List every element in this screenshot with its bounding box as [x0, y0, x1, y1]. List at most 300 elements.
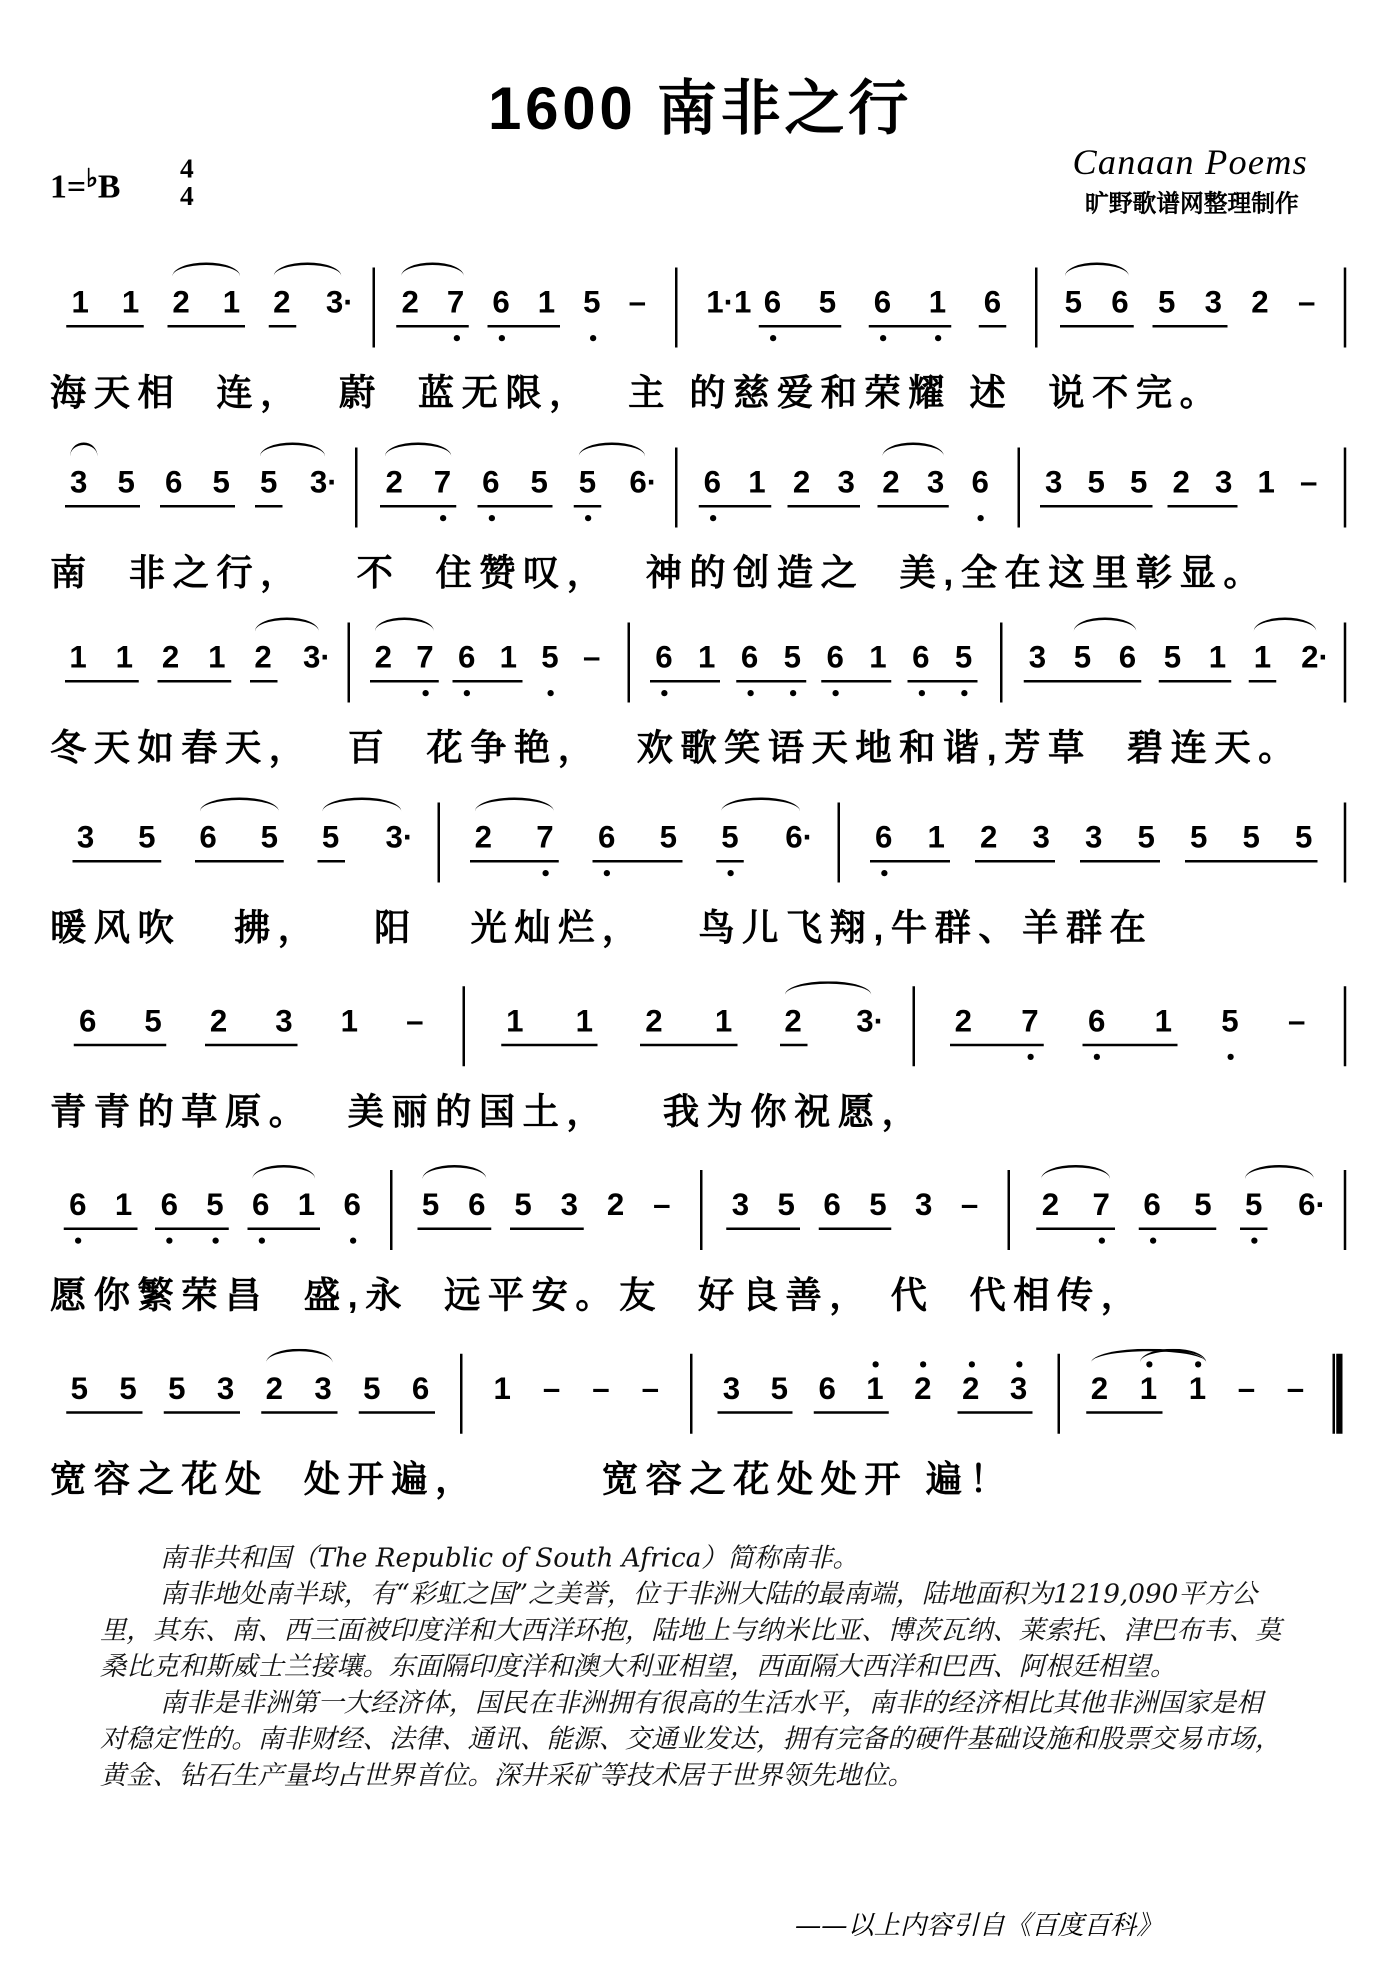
measure — [453, 793, 823, 861]
dash-extension: – — [1237, 1371, 1256, 1407]
jianpu-note: 2 — [792, 465, 811, 500]
jianpu-note: 3· — [309, 465, 338, 500]
eighth-underline — [870, 860, 950, 863]
jianpu-note: 6 — [983, 285, 1002, 320]
slur-arc — [721, 798, 800, 826]
jianpu-note: 1 — [1208, 640, 1227, 675]
measure — [1033, 438, 1331, 506]
measure — [1015, 613, 1330, 681]
jianpu-note: 5 — [260, 465, 278, 500]
jianpu-note: 3 — [915, 1187, 933, 1223]
jianpu-note: 5 — [1295, 820, 1313, 855]
jianpu-note: 5 — [1194, 1187, 1212, 1223]
low-octave-dot — [1028, 1054, 1034, 1060]
jianpu-note: 1 — [506, 1003, 524, 1039]
jianpu-note: 6 — [823, 1187, 841, 1223]
jianpu-note: 5 — [954, 640, 973, 675]
dash-extension: – — [542, 1371, 561, 1407]
eighth-underline — [358, 1411, 434, 1414]
score-row — [0, 258, 1400, 421]
jianpu-note: 3· — [302, 640, 331, 675]
jianpu-note: 2 — [254, 640, 272, 675]
jianpu-note: 3 — [1032, 820, 1050, 855]
eighth-underline — [74, 1044, 167, 1047]
jianpu-note: 2 — [645, 1003, 663, 1039]
jianpu-note: 3 — [1085, 820, 1103, 855]
bar-line — [690, 1354, 693, 1434]
bar-line — [390, 1170, 393, 1250]
jianpu-note: 6 — [875, 820, 893, 855]
bar-line — [1000, 623, 1003, 703]
jianpu-note: 2 — [962, 1371, 980, 1407]
brand-logo-text: Canaan Poems — [1072, 142, 1309, 183]
eighth-underline — [1037, 1228, 1115, 1231]
low-octave-dot — [350, 1238, 356, 1244]
jianpu-note: 6 — [160, 1187, 178, 1223]
jianpu-note: 5 — [70, 1371, 89, 1407]
slur-arc — [273, 263, 341, 291]
jianpu-note: 3 — [1009, 1371, 1028, 1407]
eighth-underline — [1060, 325, 1134, 328]
eighth-underline — [501, 1044, 598, 1047]
bar-line — [1344, 623, 1347, 703]
dash-extension: – — [1287, 1003, 1306, 1039]
jianpu-note: 5 — [1073, 640, 1092, 675]
jianpu-note: 6 — [597, 820, 616, 855]
jianpu-note: 5 — [869, 1187, 887, 1223]
jianpu-note: 3· — [325, 285, 354, 320]
jianpu-note: 6 — [199, 820, 217, 855]
low-octave-dot — [710, 515, 716, 521]
jianpu-note: 6 — [79, 1003, 97, 1039]
jianpu-note: 6 — [971, 465, 989, 500]
low-octave-dot — [1150, 1238, 1156, 1244]
score-row — [0, 438, 1400, 601]
jianpu-note: 2 — [606, 1187, 625, 1223]
jianpu-note: 3 — [731, 1187, 750, 1223]
jianpu-note: 1 — [575, 1003, 594, 1039]
eighth-underline — [779, 1044, 807, 1047]
eighth-underline — [718, 1411, 793, 1414]
eighth-underline — [1168, 505, 1238, 508]
jianpu-note: 1 — [537, 285, 556, 320]
jianpu-note: 6 — [763, 285, 782, 320]
bar-line — [438, 803, 441, 883]
bar-line — [1344, 803, 1347, 883]
high-octave-dot — [968, 1361, 974, 1367]
jianpu-note: 6 — [1118, 640, 1137, 675]
measure — [55, 976, 448, 1044]
jianpu-note: 2 — [980, 820, 998, 855]
dash-extension: – — [582, 640, 601, 675]
score-row — [0, 793, 1400, 956]
slur-arc — [784, 981, 871, 1009]
lyric-line: 暖风吹 拂， 阳 光灿烂， 鸟儿飞翔,牛群、羊群在 — [50, 908, 1154, 949]
eighth-underline — [975, 860, 1055, 863]
jianpu-note: 1 — [1188, 1371, 1207, 1407]
jianpu-note: 6 — [1087, 1003, 1106, 1039]
eighth-underline — [759, 325, 842, 328]
eighth-underline — [157, 680, 231, 683]
low-octave-dot — [961, 690, 967, 696]
low-octave-dot — [488, 515, 494, 521]
eighth-underline — [509, 1228, 583, 1231]
key-signature — [50, 163, 120, 207]
jianpu-note: 1 — [1253, 640, 1272, 675]
measure — [55, 438, 340, 506]
jianpu-note: 5 — [168, 1371, 186, 1407]
jianpu-note: 3 — [560, 1187, 579, 1223]
jianpu-note: 1 — [698, 640, 716, 675]
eighth-underline — [950, 1044, 1044, 1047]
jianpu-note: 6 — [1111, 285, 1129, 320]
jianpu-note: 3 — [1028, 640, 1047, 675]
dash-extension: – — [641, 1371, 660, 1407]
measure — [1050, 258, 1330, 326]
eighth-underline — [907, 680, 977, 683]
bar-line — [1058, 1354, 1061, 1434]
jianpu-note: 5 — [721, 820, 739, 855]
measure — [1075, 1344, 1320, 1412]
measure — [478, 1344, 676, 1412]
slur-arc — [252, 1165, 315, 1193]
eighth-underline — [813, 1411, 888, 1414]
measure — [388, 258, 661, 326]
jianpu-note: 5 — [1137, 820, 1155, 855]
jianpu-note: 2 — [172, 285, 190, 320]
dash-extension: – — [653, 1187, 671, 1223]
jianpu-note: 1 — [208, 640, 226, 675]
eighth-underline — [470, 860, 559, 863]
measure — [708, 1344, 1043, 1412]
jianpu-note: 6 — [69, 1187, 87, 1223]
slur-arc — [260, 443, 325, 471]
eighth-underline — [66, 325, 144, 328]
eighth-underline — [64, 680, 138, 683]
low-octave-dot — [167, 1238, 173, 1244]
jianpu-note: 5 — [818, 285, 837, 320]
jianpu-note: 6 — [468, 1187, 486, 1223]
jianpu-note: 6 — [826, 640, 844, 675]
jianpu-note: 1 — [340, 1003, 359, 1039]
bar-line — [913, 986, 916, 1066]
eighth-underline — [650, 680, 720, 683]
bar-line — [373, 268, 376, 348]
bar-line — [348, 623, 351, 703]
jianpu-note: 1 — [1139, 1371, 1158, 1407]
jianpu-note: 2 — [273, 285, 291, 320]
lyric-line: 宽容之花处 处开遍， 宽容之花处处开 遍！ — [50, 1460, 1014, 1500]
low-octave-dot — [790, 690, 796, 696]
jianpu-note: 5 — [206, 1187, 224, 1223]
low-octave-dot — [213, 1238, 219, 1244]
jianpu-note: 3 — [1204, 285, 1223, 320]
jianpu-note: 1·1 — [706, 285, 752, 320]
jianpu-note: 6 — [1143, 1187, 1161, 1223]
eighth-underline — [156, 1228, 229, 1231]
jianpu-note: 2 — [474, 820, 493, 855]
jianpu-note: 2 — [385, 465, 403, 500]
high-octave-dot — [873, 1361, 879, 1367]
eighth-underline — [261, 1411, 337, 1414]
bar-line — [1018, 448, 1021, 528]
jianpu-note: 6· — [629, 465, 658, 500]
jianpu-note: 1 — [222, 285, 241, 320]
jianpu-note: 6 — [252, 1187, 270, 1223]
jianpu-note: 2· — [1301, 640, 1329, 675]
bar-line — [463, 986, 466, 1066]
jianpu-note: 6 — [411, 1371, 430, 1407]
low-octave-dot — [918, 690, 924, 696]
jianpu-note: 2 — [401, 285, 419, 320]
eighth-underline — [736, 680, 806, 683]
measure — [55, 793, 423, 861]
eighth-underline — [699, 505, 771, 508]
jianpu-note: 1 — [297, 1187, 316, 1223]
measure — [55, 258, 358, 326]
jianpu-note: 3 — [76, 820, 95, 855]
bar-line — [628, 623, 631, 703]
jianpu-note: 1 — [499, 640, 518, 675]
time-signature-bottom: 4 — [180, 180, 194, 212]
measure — [370, 438, 660, 506]
jianpu-note: 6 — [482, 465, 500, 500]
jianpu-note: 5 — [1157, 285, 1176, 320]
measure — [858, 793, 1331, 861]
lyric-line: 南 非之行， 不 住赞叹， 神的创造之 美,全在这里彰显。 — [50, 553, 1268, 594]
slur-arc — [401, 263, 464, 291]
low-octave-dot — [585, 515, 591, 521]
eighth-underline — [1086, 1411, 1162, 1414]
eighth-underline — [869, 325, 952, 328]
slur-arc — [475, 798, 554, 826]
jianpu-note: 1 — [714, 1003, 733, 1039]
jianpu-note: 6· — [1298, 1187, 1326, 1223]
eighth-underline — [205, 1044, 298, 1047]
jianpu-note: 6 — [655, 640, 673, 675]
jianpu-note: 6 — [818, 1371, 836, 1407]
jianpu-note: 1 — [493, 1371, 511, 1407]
bar-line — [1344, 448, 1347, 528]
eighth-underline — [1159, 680, 1232, 683]
bar-line — [355, 448, 358, 528]
jianpu-note: 3 — [216, 1371, 235, 1407]
jianpu-note: 5 — [659, 820, 678, 855]
low-octave-dot — [589, 335, 595, 341]
eighth-underline — [788, 505, 860, 508]
low-octave-dot — [453, 335, 459, 341]
low-octave-dot — [661, 690, 667, 696]
low-octave-dot — [75, 1238, 81, 1244]
dash-extension: – — [592, 1371, 610, 1407]
low-octave-dot — [440, 515, 446, 521]
score-row — [0, 1344, 1400, 1507]
jianpu-note: 5 — [583, 285, 601, 320]
jianpu-note: 6 — [740, 640, 759, 675]
dash-extension: – — [628, 285, 646, 320]
jianpu-note: 1 — [1154, 1003, 1173, 1039]
low-octave-dot — [258, 1238, 264, 1244]
jianpu-note: 5 — [260, 820, 279, 855]
eighth-underline — [877, 505, 949, 508]
bar-line — [838, 803, 841, 883]
eighth-underline — [163, 1411, 239, 1414]
time-signature — [180, 152, 194, 212]
jianpu-note: 2 — [1251, 285, 1269, 320]
lyric-line: 愿你繁荣昌 盛,永 远平安。友 好良善， 代 代相传， — [50, 1276, 1145, 1317]
low-octave-dot — [499, 335, 505, 341]
bar-line — [1344, 268, 1347, 348]
low-octave-dot — [543, 870, 549, 876]
jianpu-note: 7 — [446, 285, 465, 320]
eighth-underline — [167, 325, 245, 328]
intro-text — [100, 1540, 1288, 1794]
eighth-underline — [268, 325, 296, 328]
jianpu-note: 5 — [1190, 820, 1208, 855]
score-row — [0, 613, 1400, 776]
eighth-underline — [716, 860, 744, 863]
jianpu-note: 5 — [421, 1187, 440, 1223]
jianpu-note: 3 — [1045, 465, 1063, 500]
jianpu-note: 1 — [927, 820, 945, 855]
jianpu-note: 5 — [777, 1187, 795, 1223]
high-octave-dot — [1146, 1361, 1152, 1367]
jianpu-note: 1 — [114, 1187, 133, 1223]
jianpu-note: 5 — [1064, 285, 1083, 320]
jianpu-note: 5 — [514, 1187, 532, 1223]
jianpu-note: 2 — [161, 640, 180, 675]
measure — [690, 258, 1020, 326]
final-double-bar — [1333, 1354, 1343, 1434]
jianpu-note: 1 — [928, 285, 947, 320]
low-octave-dot — [423, 690, 429, 696]
eighth-underline — [1040, 505, 1153, 508]
bar-line — [1344, 986, 1347, 1066]
dash-extension: – — [1297, 285, 1316, 320]
slur-arc — [375, 618, 434, 646]
intro-paragraph: 南非共和国（The Republic of South Africa）简称南非。 — [160, 1542, 859, 1573]
jianpu-note: 7 — [416, 640, 434, 675]
eighth-underline — [380, 505, 456, 508]
measure — [1025, 1160, 1330, 1228]
jianpu-note: 5 — [138, 820, 156, 855]
low-octave-dot — [978, 515, 984, 521]
eighth-underline — [1240, 1228, 1268, 1231]
jianpu-note: 2 — [374, 640, 393, 675]
eighth-underline — [396, 325, 469, 328]
jianpu-note: 2 — [784, 1003, 802, 1039]
jianpu-note: 5 — [119, 1371, 137, 1407]
measure — [480, 976, 898, 1044]
jianpu-note: 6 — [912, 640, 930, 675]
jianpu-note: 6 — [343, 1187, 361, 1223]
jianpu-note: 6 — [165, 465, 183, 500]
measure — [55, 613, 333, 681]
high-octave-dot — [920, 1361, 926, 1367]
jianpu-note: 3· — [856, 1003, 885, 1039]
eighth-underline — [1185, 860, 1318, 863]
eighth-underline — [1080, 860, 1160, 863]
slur-arc — [172, 263, 240, 291]
jianpu-note: 5 — [212, 465, 230, 500]
slur-arc — [579, 443, 645, 471]
jianpu-note: 2 — [209, 1003, 228, 1039]
eighth-underline — [574, 505, 602, 508]
eighth-underline — [317, 860, 345, 863]
lyric-line: 海天相 连， 蔚 蓝无限， 主 的慈爱和荣耀 述 说不完。 — [50, 373, 1224, 414]
low-octave-dot — [880, 335, 886, 341]
jianpu-note: 1 — [71, 285, 89, 320]
eighth-underline — [66, 1411, 142, 1414]
score-row — [0, 1160, 1400, 1323]
bar-line — [700, 1170, 703, 1250]
jianpu-note: 1 — [69, 640, 87, 675]
jianpu-note: 1 — [1257, 465, 1275, 500]
slur-arc — [1042, 1165, 1110, 1193]
bar-line — [675, 448, 678, 528]
jianpu-note: 5 — [578, 465, 597, 500]
eighth-underline — [417, 1228, 491, 1231]
time-signature-top: 4 — [180, 152, 194, 184]
jianpu-note: 7 — [1092, 1187, 1110, 1223]
measure — [643, 613, 986, 681]
flat-sign: ♭ — [86, 165, 98, 193]
low-octave-dot — [728, 870, 734, 876]
maker-credit: 旷野歌谱网整理制作 — [1085, 191, 1299, 218]
lyric-line: 青青的草原。 美丽的国土， 我为你祝愿， — [50, 1092, 926, 1133]
eighth-underline — [249, 680, 277, 683]
slur-arc — [70, 443, 98, 471]
eighth-underline — [1249, 680, 1277, 683]
jianpu-note: 2 — [1041, 1187, 1060, 1223]
jianpu-note: 7 — [536, 820, 554, 855]
high-octave-dot — [1195, 1361, 1201, 1367]
eighth-underline — [64, 1228, 137, 1231]
eighth-underline — [593, 860, 682, 863]
jianpu-note: 5 — [363, 1371, 381, 1407]
source-citation: ——以上内容引自《百度百科》 — [795, 1910, 1163, 1940]
jianpu-note: 2 — [1090, 1371, 1109, 1407]
eighth-underline — [247, 1228, 320, 1231]
slur-arc — [1245, 1165, 1313, 1193]
bar-line — [1008, 1170, 1011, 1250]
jianpu-note: 3 — [837, 465, 855, 500]
eighth-underline — [1153, 325, 1227, 328]
measure — [408, 1160, 686, 1228]
jianpu-note: 5 — [1245, 1187, 1263, 1223]
jianpu-note: 6 — [457, 640, 476, 675]
bar-line — [1035, 268, 1038, 348]
bar-line — [675, 268, 678, 348]
lyric-line: 冬天如春天， 百 花争艳， 欢歌笑语天地和谐,芳草 碧连天。 — [50, 728, 1302, 769]
song-title: 1600 南非之行 — [488, 76, 912, 143]
measure — [55, 1160, 375, 1228]
dash-extension: – — [1286, 1371, 1305, 1407]
low-octave-dot — [1094, 1054, 1100, 1060]
jianpu-note: 5 — [321, 820, 340, 855]
low-octave-dot — [935, 335, 941, 341]
low-octave-dot — [1228, 1054, 1234, 1060]
low-octave-dot — [604, 870, 610, 876]
slur-arc — [199, 798, 278, 826]
jianpu-note: 5 — [1221, 1003, 1239, 1039]
jianpu-note: 3 — [722, 1371, 741, 1407]
dash-extension: – — [406, 1003, 424, 1039]
jianpu-note: 5 — [783, 640, 802, 675]
jianpu-note: 1 — [121, 285, 140, 320]
bar-line — [1344, 1170, 1347, 1250]
low-octave-dot — [770, 335, 776, 341]
